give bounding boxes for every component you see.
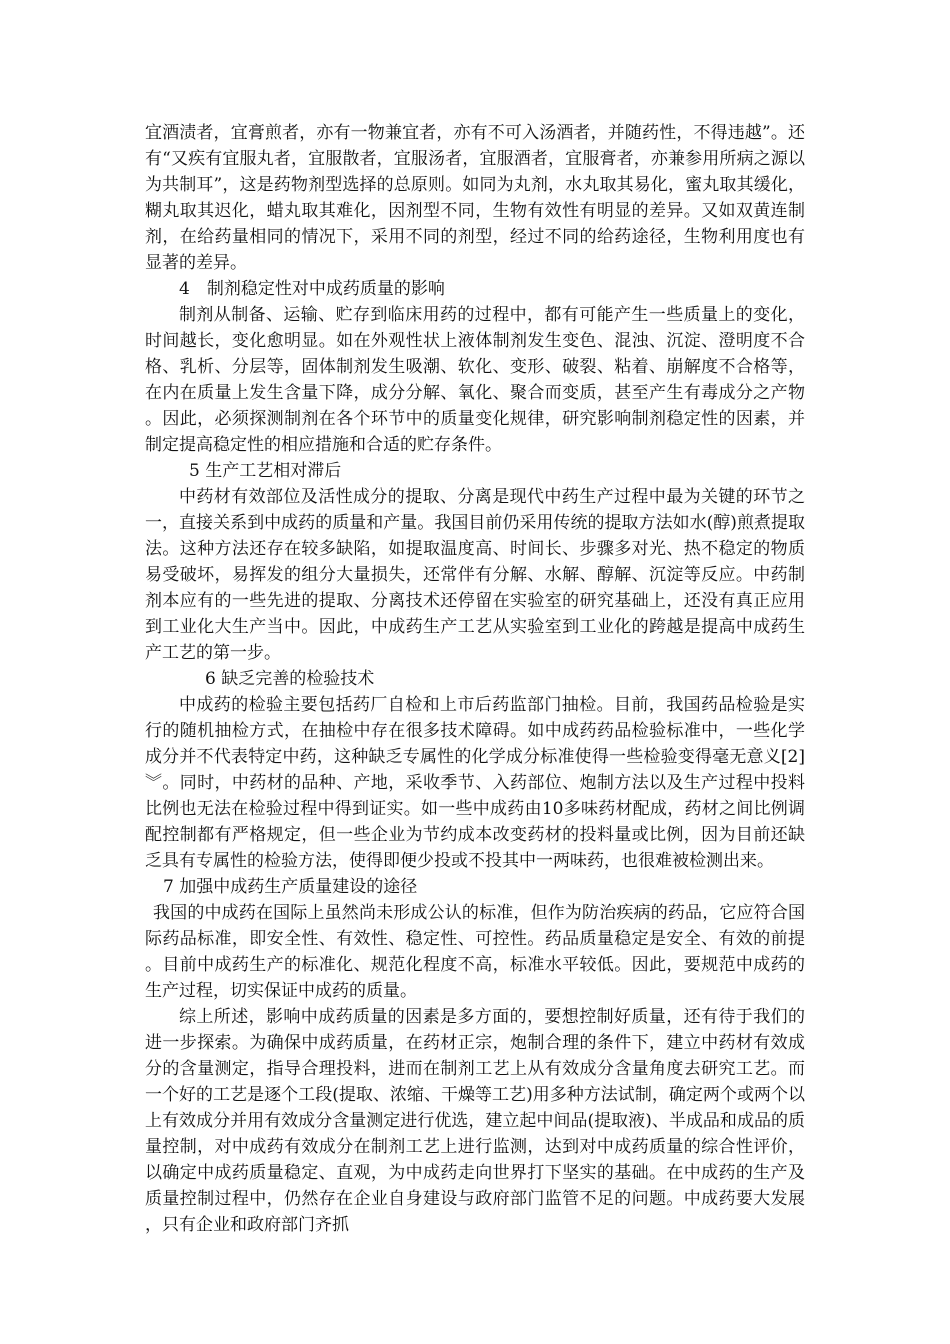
paragraph-stability: 制剂从制备、运输、贮存到临床用药的过程中，都有可能产生一些质量上的变化，时间越长，变化愈明显。如在外观性状上液体制剂发生变色、混浊、沉淀、澄明度不合格、乳析、分层等，固体制剂发生吸潮、软化、变形、破裂、粘着、崩解度不合格等，在内在质量上发生含量下降，成分分解、氧化、聚合而变质，甚至产生有毒成分之产物。因此，必须探测制剂在各个环节中的质量变化规律，研究影响制剂稳定性的因素，并制定提高稳定性的相应措施和合适的贮存条件。 — [145, 305, 805, 455]
paragraph-inspection: 中成药的检验主要包括药厂自检和上市后药监部门抽检。目前，我国药品检验是实行的随机抽检方式，在抽检中存在很多技术障碍。如中成药药品检验标准中，一些化学成分并不代表特定中药，这种缺乏专属性的化学成分标准使得一些检验变得毫无意义[2]︾。同时，中药材的品种、产地，采收季节、入药部位、炮制方法以及生产过程中投料比例也无法在检验过程中得到证实。如一些中成药由10多味药材配成，药材之间比例调配控制都有严格规定，但一些企业为节约成本改变药材的投料量或比例，因为目前还缺乏具有专属性的检验方法，使得即便少投或不投其中一两味药，也很难被检测出来。 — [145, 695, 805, 871]
section-heading-7: 7 加强中成药生产质量建设的途径 — [163, 877, 418, 897]
paragraph-conclusion: 综上所述，影响中成药质量的因素是多方面的，要想控制好质量，还有待于我们的进一步探索。为确保中成药质量，在药材正宗，炮制合理的条件下，建立中药材有效成分的含量测定，指导合理投料，进而在制剂工艺上从有效成分含量角度去研究工艺。而一个好的工艺是逐个工段(提取、浓缩、干燥等工艺)用多种方法试制，确定两个或两个以上有效成分并用有效成分含量测定进行优选，建立起中间品(提取液)、半成品和成品的质量控制，对中成药有效成分在制剂工艺上进行监测，达到对中成药质量的综合性评价，以确定中成药质量稳定、直观，为中成药走向世界打下坚实的基础。在中成药的生产及质量控制过程中，仍然存在企业自身建设与政府部门监管不足的问题。中成药要大发展，只有企业和政府部门齐抓 — [145, 1007, 805, 1235]
section-heading-4: 4 制剂稳定性对中成药质量的影响 — [179, 279, 445, 299]
section-heading-6: 6 缺乏完善的检验技术 — [205, 669, 375, 689]
paragraph-production-process: 中药材有效部位及活性成分的提取、分离是现代中药生产过程中最为关键的环节之一，直接关系到中成药的质量和产量。我国目前仍采用传统的提取方法如水(醇)煎煮提取法。这种方法还存在较多缺陷，如提取温度高、时间长、步骤多对光、热不稳定的物质易受破坏，易挥发的组分大量损失，还常伴有分解、水解、醇解、沉淀等反应。中药制剂本应有的一些先进的提取、分离技术还停留在实验室的研究基础上，还没有真正应用到工业化大生产当中。因此，中成药生产工艺从实验室到工业化的跨越是提高中成药生产工艺的第一步。 — [145, 487, 805, 663]
paragraph-dosage-form-principle: 宜酒渍者，宜膏煎者，亦有一物兼宜者，亦有不可入汤酒者，并随药性，不得违越”。还有“又疾有宜服丸者，宜服散者，宜服汤者，宜服酒者，宜服膏者，亦兼参用所病之源以为共制耳”，这是药物剂型选择的总原则。如同为丸剂，水丸取其易化，蜜丸取其缓化，糊丸取其迟化，蜡丸取其难化，因剂型不同，生物有效性有明显的差异。又如双黄连制剂，在给药量相同的情况下，采用不同的剂型，经过不同的给药途径，生物利用度也有显著的差异。 — [145, 123, 805, 273]
document-body — [145, 120, 805, 1238]
paragraph-quality-construction: 我国的中成药在国际上虽然尚未形成公认的标准，但作为防治疾病的药品，它应符合国际药品标准，即安全性、有效性、稳定性、可控性。药品质量稳定是安全、有效的前提。目前中成药生产的标准化、规范化程度不高，标准水平较低。因此，要规范中成药的生产过程，切实保证中成药的质量。 — [145, 903, 805, 1001]
section-heading-5: 5 生产工艺相对滞后 — [189, 461, 342, 481]
